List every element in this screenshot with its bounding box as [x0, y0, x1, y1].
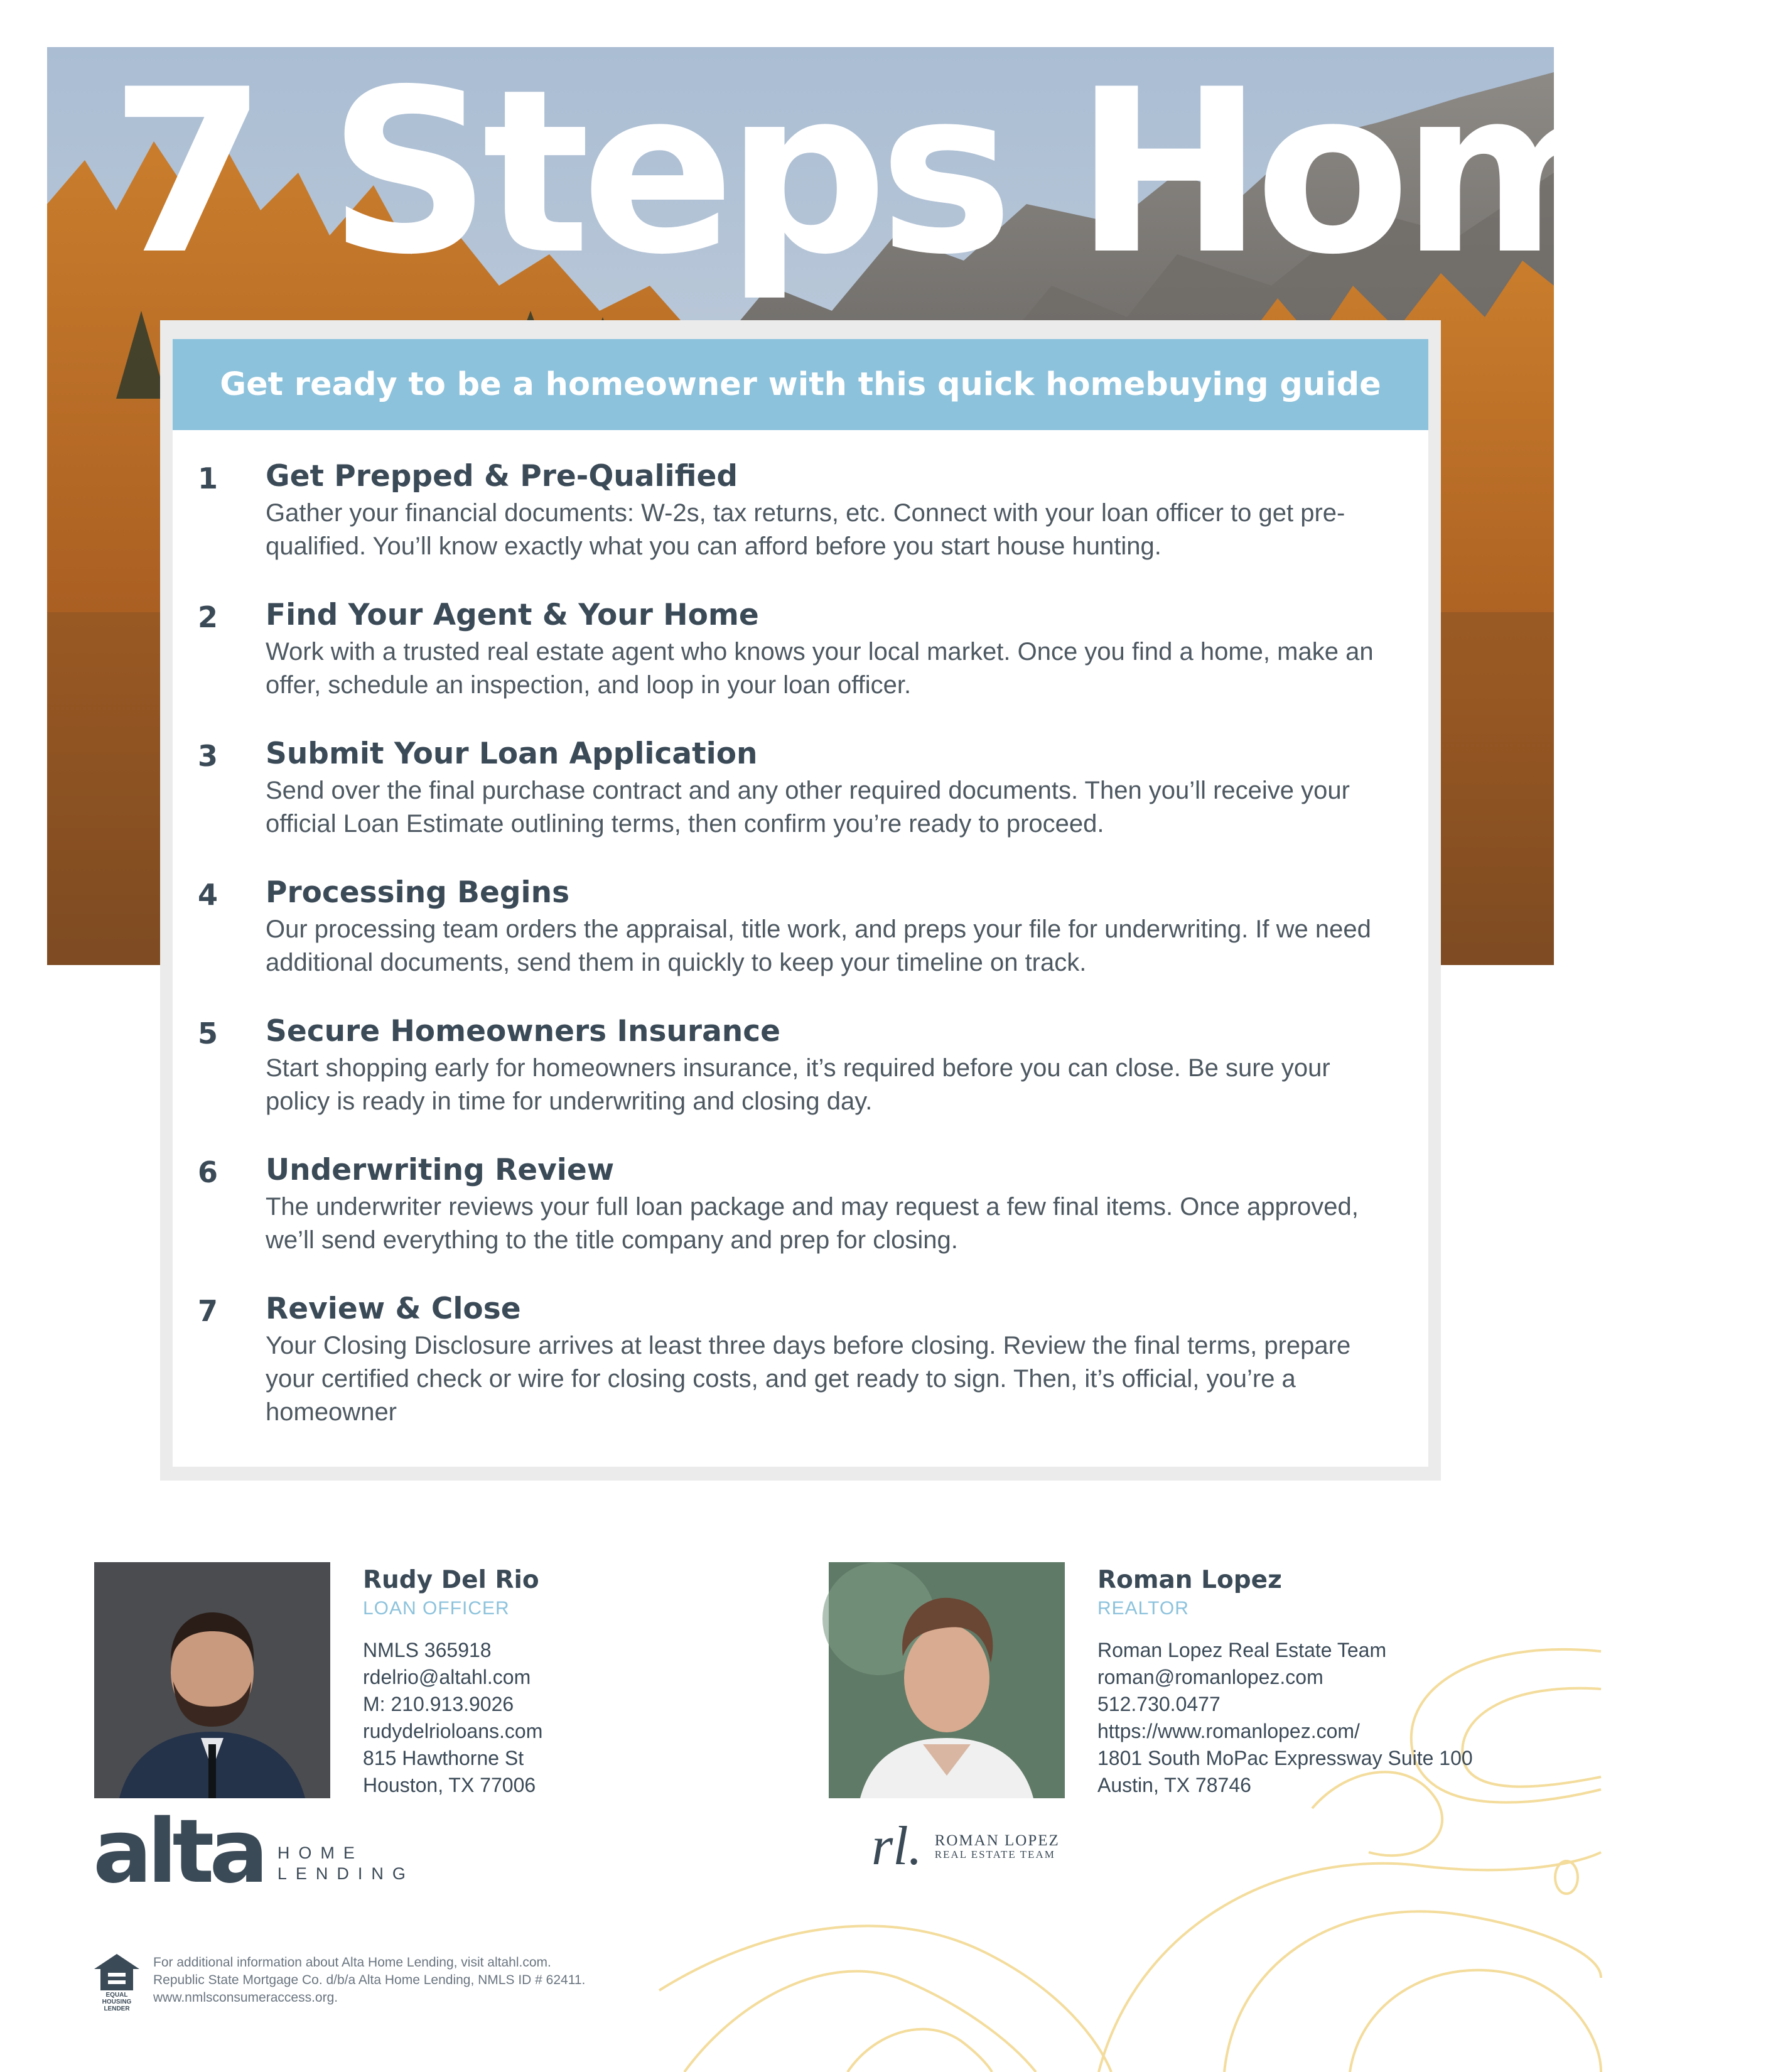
rl-name: ROMAN LOPEZ [934, 1832, 1060, 1849]
loan-officer-city: Houston, TX 77006 [363, 1774, 536, 1796]
steps-list [173, 461, 1428, 1433]
footer-disclaimer [153, 1954, 585, 2007]
step-5 [173, 1014, 1428, 1155]
loan-officer-street: 815 Hawthorne St [363, 1747, 524, 1769]
loan-officer-website[interactable]: rudydelrioloans.com [363, 1720, 543, 1742]
alta-home-lending-logo [93, 1801, 414, 1903]
loan-officer-email[interactable]: rdelrio@altahl.com [363, 1666, 531, 1688]
step-description: The underwriter reviews your full loan package and may request a few final items. Once approved, we’ll send everything to the title company and prep for closing. [266, 1193, 1359, 1254]
step-number: 1 [198, 461, 218, 495]
realtor-team: Roman Lopez Real Estate Team [1097, 1639, 1387, 1661]
realtor-street: 1801 South MoPac Expressway Suite 100 [1097, 1747, 1473, 1769]
equal-housing-icon [93, 1953, 141, 1992]
step-description: Send over the final purchase contract and any other required documents. Then you’ll receive your official Loan Estimate outlining terms, then confirm you’re ready to proceed. [266, 777, 1350, 838]
ehl-label-1: EQUAL HOUSING [102, 1992, 132, 2005]
realtor-city: Austin, TX 78746 [1097, 1774, 1251, 1796]
step-title: Review & Close [266, 1292, 521, 1326]
hero-title: 7 Steps Home [110, 41, 1773, 304]
loan-officer-phone[interactable]: M: 210.913.9026 [363, 1693, 514, 1715]
realtor-phone[interactable]: 512.730.0477 [1097, 1693, 1221, 1715]
step-title: Find Your Agent & Your Home [266, 598, 759, 632]
step-1 [173, 461, 1428, 600]
alta-wordmark: alta [93, 1801, 264, 1903]
loan-officer-nmls: NMLS 365918 [363, 1639, 492, 1661]
step-title: Submit Your Loan Application [266, 737, 758, 771]
alta-sub-lending: LENDING [277, 1864, 414, 1884]
realtor-name: Roman Lopez [1097, 1566, 1282, 1594]
avatar-icon [94, 1562, 330, 1798]
step-2 [173, 600, 1428, 739]
step-description: Gather your financial documents: W-2s, tax returns, etc. Connect with your loan officer to get pre-qualified. You’ll know exactly what you can afford before you start house hunting. [266, 499, 1345, 560]
realtor-website[interactable]: https://www.romanlopez.com/ [1097, 1720, 1360, 1742]
realtor-role: REALTOR [1097, 1598, 1189, 1619]
guide-card [173, 339, 1428, 1467]
step-description: Work with a trusted real estate agent who knows your local market. Once you find a home, make an offer, schedule an inspection, and loop in your loan officer. [266, 638, 1374, 699]
banner-text: Get ready to be a homeowner with this quick homebuying guide [220, 366, 1381, 403]
alta-sub-home: HOME [277, 1843, 364, 1862]
step-4 [173, 875, 1428, 1017]
loan-officer-role: LOAN OFFICER [363, 1598, 510, 1619]
step-title: Secure Homeowners Insurance [266, 1014, 780, 1049]
disclaimer-line-2: Republic State Mortgage Co. d/b/a Alta Home Lending, NMLS ID # 62411. [153, 1973, 586, 1987]
step-7 [173, 1294, 1428, 1433]
roman-lopez-logo [871, 1815, 1060, 1878]
step-number: 5 [198, 1017, 218, 1050]
loan-officer-contact [363, 1566, 542, 1799]
step-description: Our processing team orders the appraisal, title work, and preps your file for underwriting. If we need additional documents, send them in quickly to keep your timeline on track. [266, 915, 1371, 976]
realtor-contact [1097, 1566, 1473, 1799]
card-banner [173, 339, 1428, 430]
step-number: 4 [198, 878, 218, 912]
step-number: 2 [198, 600, 218, 634]
step-description: Your Closing Disclosure arrives at least three days before closing. Review the final terms, prepare your certified check or wire for closing costs, and get ready to sign. Then, it’s official, you’re a homeowner [266, 1332, 1351, 1426]
step-number: 6 [198, 1155, 218, 1189]
realtor-email[interactable]: roman@romanlopez.com [1097, 1666, 1323, 1688]
step-title: Get Prepped & Pre-Qualified [266, 459, 738, 494]
rl-monogram: rl. [871, 1816, 922, 1877]
avatar-icon [829, 1562, 1065, 1798]
rl-sub: REAL ESTATE TEAM [934, 1848, 1055, 1860]
step-description: Start shopping early for homeowners insurance, it’s required before you can close. Be sure your policy is ready in time for underwriting and closing day. [266, 1054, 1330, 1115]
step-3 [173, 739, 1428, 878]
step-number: 7 [198, 1294, 218, 1328]
step-6 [173, 1155, 1428, 1294]
loan-officer-name: Rudy Del Rio [363, 1566, 539, 1594]
equal-housing-lender [93, 1953, 141, 2012]
realtor-photo [829, 1562, 1065, 1798]
disclaimer-line-1[interactable]: For additional information about Alta Home Lending, visit altahl.com. [153, 1955, 551, 1970]
step-title: Processing Begins [266, 875, 570, 910]
disclaimer-line-3[interactable]: www.nmlsconsumeraccess.org. [153, 1990, 338, 2005]
rl-text [935, 1832, 1060, 1861]
step-number: 3 [198, 739, 218, 773]
loan-officer-photo [94, 1562, 330, 1798]
alta-subtext [278, 1843, 414, 1886]
ehl-label-2: LENDER [104, 2005, 130, 2012]
step-title: Underwriting Review [266, 1153, 615, 1187]
